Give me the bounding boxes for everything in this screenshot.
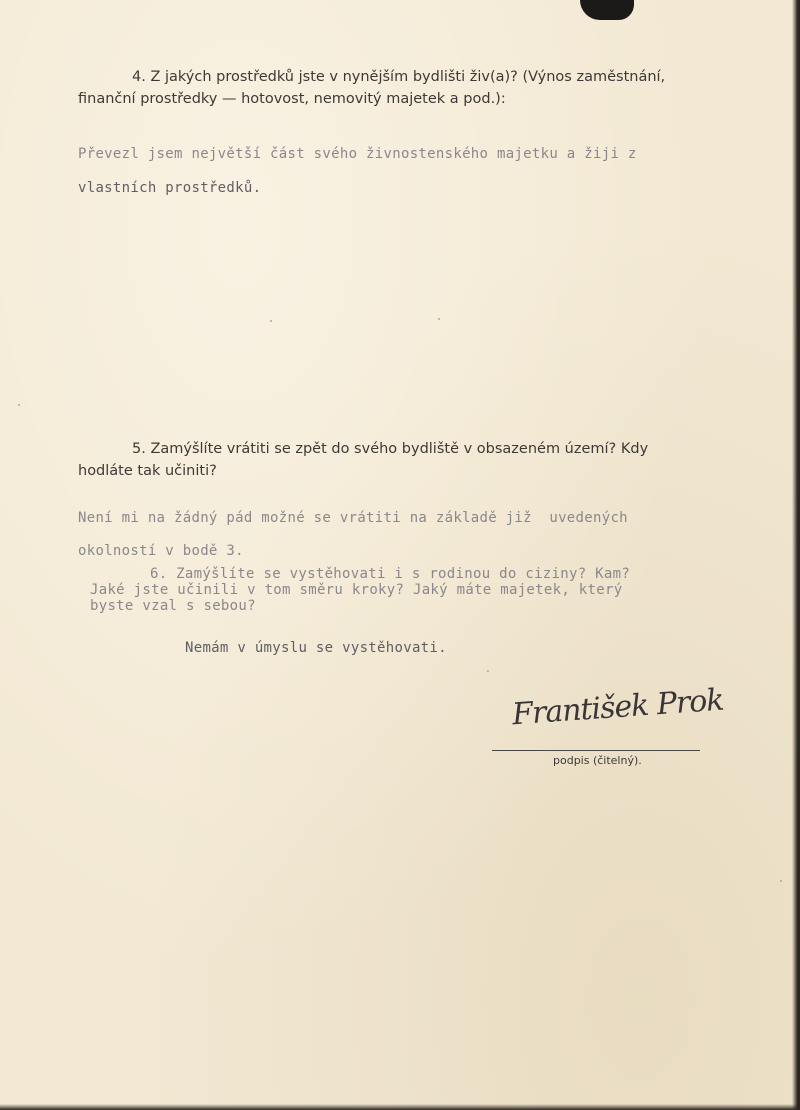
handwritten-signature: František Prok [511, 682, 725, 733]
paper-speck [438, 318, 440, 320]
page-edge-bottom [0, 1104, 800, 1110]
question-4 [78, 66, 702, 110]
answer-5-line-2: okolností v bodě 3. [78, 543, 244, 559]
answer-4-line-1: Převezl jsem největší část svého živnostenského majetku a žiji z [78, 146, 637, 162]
question-5-line-2: hodláte tak učiniti? [78, 463, 217, 479]
question-5 [78, 438, 702, 482]
question-6-line-2: Jaké jste učinili v tom směru kroky? Jaký máte majetek, který [90, 582, 623, 598]
question-4-line-2: finanční prostředky — hotovost, nemovitý majetek a pod.): [78, 91, 506, 107]
paper-tear [580, 0, 634, 20]
question-4-line-1: 4. Z jakých prostředků jste v nynějším bydlišti živ(a)? (Výnos zaměstnání, [132, 69, 666, 85]
question-5-line-1: 5. Zamýšlíte vrátiti se zpět do svého bydliště v obsazeném území? Kdy [132, 441, 649, 457]
signature-line [492, 750, 700, 751]
paper-speck [270, 320, 272, 322]
signature-label: podpis (čitelný). [553, 754, 642, 767]
answer-5-line-1: Není mi na žádný pád možné se vrátiti na základě již uvedených [78, 510, 628, 526]
answer-4-line-2: vlastních prostředků. [78, 180, 262, 196]
answer-6-line-1: Nemám v úmyslu se vystěhovati. [185, 640, 447, 656]
question-6-line-3: byste vzal s sebou? [90, 598, 256, 614]
paper-speck [18, 404, 20, 406]
page-edge-right [792, 0, 800, 1110]
question-6-line-1: 6. Zamýšlíte se vystěhovati i s rodinou do ciziny? Kam? [150, 566, 631, 582]
paper-speck [780, 880, 782, 882]
paper-speck [487, 670, 489, 672]
